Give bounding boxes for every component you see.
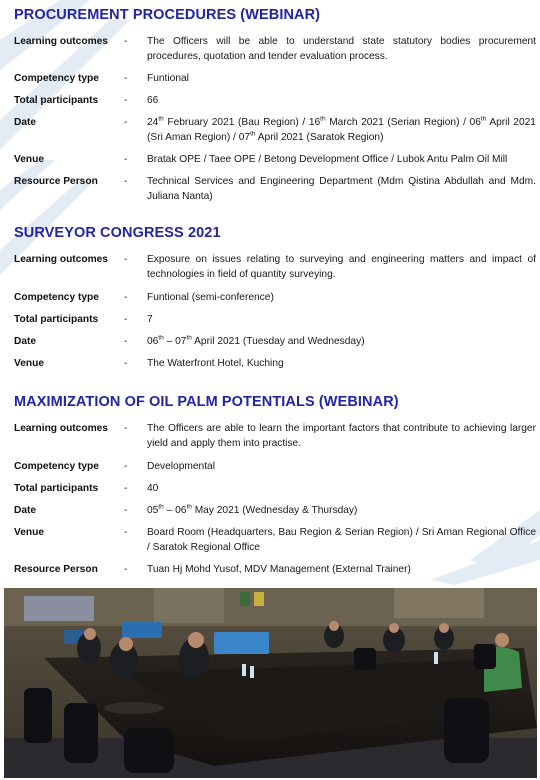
row-resource-person — [14, 174, 536, 204]
row-separator: - — [124, 423, 128, 434]
row-separator: - — [124, 36, 128, 47]
row-value: 06th – 07th April 2021 (Tuesday and Wednesday) — [147, 334, 365, 347]
row-total-participants — [14, 481, 536, 496]
row-separator: - — [124, 176, 128, 187]
row-separator: - — [124, 527, 128, 538]
row-date — [14, 503, 536, 518]
row-separator: - — [124, 154, 128, 165]
row-value: Technical Services and Engineering Department (Mdm Qistina Abdullah and Mdm. Juliana Nanta) — [147, 176, 536, 202]
row-value: The Officers will be able to understand state statutory bodies procurement procedures, quotation and tender evaluation process. — [147, 36, 536, 62]
row-separator: - — [124, 461, 128, 472]
row-separator: - — [124, 254, 128, 265]
row-value: 40 — [147, 483, 159, 494]
meeting-room-illustration — [4, 588, 537, 778]
section-title: SURVEYOR CONGRESS 2021 — [14, 225, 221, 241]
row-separator: - — [124, 95, 128, 106]
row-label: Total participants — [14, 483, 99, 494]
section-title: MAXIMIZATION OF OIL PALM POTENTIALS (WEBINAR) — [14, 394, 399, 410]
row-label: Date — [14, 336, 37, 347]
row-value: Funtional (semi-conference) — [147, 292, 274, 303]
row-label: Competency type — [14, 461, 99, 472]
row-label: Resource Person — [14, 176, 98, 187]
row-separator: - — [124, 358, 128, 369]
row-label: Venue — [14, 154, 45, 165]
row-value: 7 — [147, 314, 153, 325]
row-separator: - — [124, 483, 128, 494]
row-date — [14, 334, 536, 349]
section-title: PROCUREMENT PROCEDURES (WEBINAR) — [14, 7, 321, 23]
row-label: Learning outcomes — [14, 423, 108, 434]
row-separator: - — [124, 564, 128, 575]
row-label: Competency type — [14, 292, 99, 303]
row-value: Bratak OPE / Taee OPE / Betong Development Office / Lubok Antu Palm Oil Mill — [147, 154, 508, 165]
row-value: The Officers are able to learn the important factors that contribute to achieving larger yield and apply them into practise. — [147, 423, 536, 449]
row-label: Competency type — [14, 73, 99, 84]
row-competency-type — [14, 71, 536, 86]
row-total-participants — [14, 93, 536, 108]
row-separator: - — [124, 292, 128, 303]
row-label: Learning outcomes — [14, 254, 108, 265]
row-value: Funtional — [147, 73, 189, 84]
row-value: Developmental — [147, 461, 215, 472]
row-resource-person — [14, 562, 536, 577]
row-learning-outcomes — [14, 34, 536, 64]
row-venue — [14, 525, 536, 555]
row-total-participants — [14, 312, 536, 327]
row-label: Date — [14, 505, 37, 516]
row-learning-outcomes — [14, 421, 536, 451]
row-value: The Waterfront Hotel, Kuching — [147, 358, 284, 369]
row-separator: - — [124, 336, 128, 347]
row-venue — [14, 356, 536, 371]
row-label: Total participants — [14, 95, 99, 106]
row-learning-outcomes — [14, 252, 536, 282]
meeting-room-photo — [4, 588, 537, 778]
row-separator: - — [124, 73, 128, 84]
row-value: Exposure on issues relating to surveying and engineering matters and impact of technologies in field of quantity surveying. — [147, 254, 536, 280]
row-separator: - — [124, 117, 128, 128]
row-label: Resource Person — [14, 564, 98, 575]
row-label: Venue — [14, 527, 45, 538]
section-surveyor-congress — [14, 223, 536, 371]
row-label: Venue — [14, 358, 45, 369]
row-value: Tuan Hj Mohd Yusof, MDV Management (External Trainer) — [147, 564, 411, 575]
row-venue — [14, 152, 536, 167]
row-value: 66 — [147, 95, 159, 106]
row-separator: - — [124, 314, 128, 325]
section-oil-palm — [14, 392, 536, 577]
row-date — [14, 115, 536, 145]
row-value: Board Room (Headquarters, Bau Region & Serian Region) / Sri Aman Regional Office / Saratok Regional Office — [147, 527, 536, 553]
row-separator: - — [124, 505, 128, 516]
row-label: Learning outcomes — [14, 36, 108, 47]
row-competency-type — [14, 459, 536, 474]
row-value: 24th February 2021 (Bau Region) / 16th March 2021 (Serian Region) / 06th April 2021 (Sri Aman Region) / 07th April 2021 (Saratok Region) — [147, 115, 536, 143]
row-value: 05th – 06th May 2021 (Wednesday & Thursday) — [147, 503, 358, 516]
row-competency-type — [14, 290, 536, 305]
section-procurement — [14, 5, 536, 204]
row-label: Total participants — [14, 314, 99, 325]
row-label: Date — [14, 117, 37, 128]
